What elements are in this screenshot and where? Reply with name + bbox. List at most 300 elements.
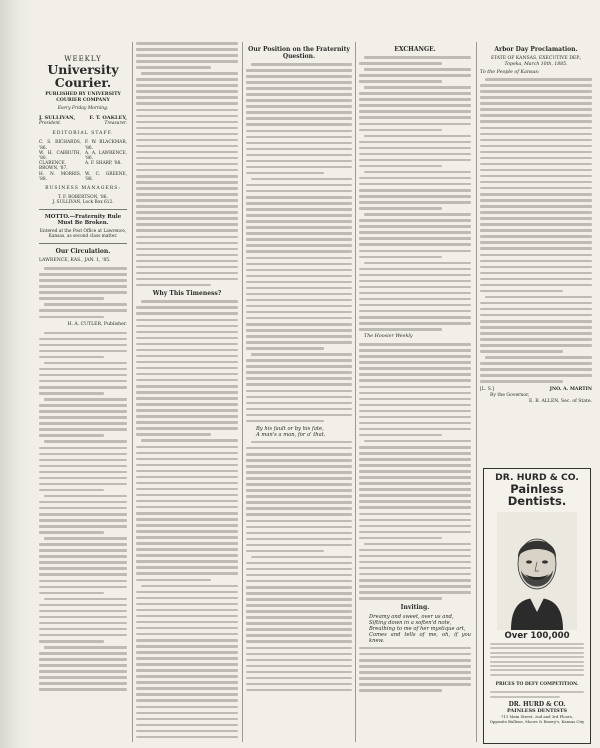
ad-firm-descriptor: PAINLESS DENTISTS	[506, 708, 568, 715]
text-line	[246, 592, 352, 595]
text-line	[136, 248, 238, 251]
text-line	[246, 269, 352, 272]
text-line	[480, 260, 592, 263]
verse-line: Dreamy and sweet, over us and,	[369, 613, 454, 620]
text-line	[136, 115, 238, 118]
text-line	[136, 205, 238, 208]
text-line	[136, 536, 238, 539]
text-line	[136, 319, 238, 322]
text-block	[359, 56, 471, 331]
text-line	[136, 90, 238, 93]
text-line	[136, 133, 238, 136]
text-line	[39, 507, 127, 510]
text-line	[39, 392, 104, 395]
text-line	[359, 195, 471, 198]
staff-member: W. H. CARRUTH, '80.	[39, 150, 81, 161]
text-line	[359, 561, 471, 564]
text-line	[246, 244, 352, 247]
text-line	[490, 669, 584, 671]
text-line	[359, 159, 471, 162]
text-line	[246, 501, 352, 504]
text-line	[136, 48, 238, 51]
text-line	[44, 362, 127, 365]
text-line	[480, 223, 592, 226]
text-line	[136, 427, 238, 430]
text-line	[364, 135, 471, 138]
text-line	[136, 84, 238, 87]
text-line	[39, 477, 127, 480]
ad-body-text	[484, 641, 590, 680]
text-line	[359, 665, 471, 668]
text-line	[251, 556, 352, 559]
text-line	[246, 689, 352, 692]
text-line	[39, 285, 127, 288]
text-line	[359, 567, 471, 570]
text-line	[359, 398, 471, 401]
masthead-subtitle: Every Friday Morning.	[57, 106, 109, 112]
text-line	[359, 349, 471, 352]
ad-address-2: Opposite Bullene, Moore & Emery's, Kansas City	[489, 718, 585, 724]
text-line	[246, 604, 352, 607]
text-line	[136, 572, 238, 575]
ad-count: Over 100,000	[504, 631, 570, 641]
masthead-motto: MOTTO.—Fraternity Rule Must Be Broken.	[44, 214, 122, 227]
text-line	[136, 272, 238, 275]
text-line	[136, 603, 238, 606]
text-line	[39, 555, 127, 558]
text-line	[480, 217, 592, 220]
text-line	[364, 86, 471, 89]
text-line	[136, 397, 238, 400]
text-line	[480, 374, 592, 377]
text-line	[246, 323, 352, 326]
secretary-signature: E. B. ALLEN, Sec. of State.	[528, 398, 592, 404]
text-line	[490, 652, 584, 654]
text-line	[136, 482, 238, 485]
text-line	[136, 554, 238, 557]
text-line	[246, 160, 352, 163]
text-line	[246, 677, 352, 680]
text-line	[39, 543, 127, 546]
text-line	[480, 181, 592, 184]
text-line	[136, 278, 238, 281]
page-margin-shadow	[0, 0, 34, 748]
text-line	[246, 520, 352, 523]
text-line	[359, 458, 471, 461]
text-line	[251, 63, 352, 66]
text-line	[136, 452, 238, 455]
text-line	[136, 284, 211, 287]
text-line	[246, 123, 352, 126]
text-line	[136, 615, 238, 618]
text-line	[480, 380, 563, 383]
text-line	[359, 482, 471, 485]
text-line	[359, 104, 471, 107]
text-line	[136, 699, 238, 702]
text-line	[136, 54, 238, 57]
text-line	[136, 609, 238, 612]
ad-body-text	[484, 689, 590, 702]
text-line	[246, 568, 352, 571]
text-line	[359, 237, 471, 240]
text-line	[39, 586, 127, 589]
salutation: To the People of Kansas:	[480, 70, 540, 76]
text-line	[246, 69, 352, 72]
verse-quote	[246, 426, 352, 438]
business-heading: BUSINESS MANAGERS:	[45, 185, 121, 191]
text-line	[136, 229, 238, 232]
text-line	[136, 337, 238, 340]
text-line	[359, 225, 471, 228]
text-line	[364, 56, 471, 59]
text-line	[359, 147, 471, 150]
text-line	[246, 562, 352, 565]
text-line	[136, 211, 238, 214]
text-line	[246, 111, 352, 114]
text-line	[136, 187, 238, 190]
text-line	[359, 219, 471, 222]
text-line	[359, 153, 471, 156]
text-line	[246, 99, 352, 102]
text-line	[480, 308, 592, 311]
text-line	[364, 68, 471, 71]
text-line	[246, 75, 352, 78]
text-line	[44, 303, 127, 306]
text-line	[246, 377, 352, 380]
text-line	[136, 591, 238, 594]
text-line	[136, 736, 238, 739]
ad-firm-name: DR. HURD & CO.	[508, 700, 566, 708]
text-line	[136, 433, 211, 436]
text-line	[246, 257, 352, 260]
business-manager: J. SULLIVAN, Lock Box 612.	[52, 200, 114, 205]
text-line	[39, 380, 127, 383]
text-line	[136, 391, 238, 394]
text-line	[480, 108, 592, 111]
text-line	[480, 284, 592, 287]
text-line	[246, 166, 352, 169]
text-line	[136, 669, 238, 672]
staff-member: H. N. MORRIS, '88.	[39, 171, 81, 182]
text-line	[136, 639, 238, 642]
text-line	[246, 610, 352, 613]
text-line	[246, 574, 352, 577]
text-line	[251, 178, 352, 181]
text-line	[39, 447, 127, 450]
text-line	[136, 199, 238, 202]
text-line	[246, 420, 324, 423]
text-line	[246, 105, 352, 108]
verse-line: Sifting down in a soften'd note,	[369, 619, 452, 626]
text-line	[359, 286, 471, 289]
text-line	[39, 404, 127, 407]
text-line	[246, 196, 352, 199]
text-line	[246, 329, 352, 332]
text-line	[246, 293, 352, 296]
text-line	[39, 580, 127, 583]
text-line	[480, 163, 592, 166]
text-line	[246, 311, 352, 314]
text-line	[136, 633, 238, 636]
column-masthead	[39, 52, 127, 742]
text-line	[136, 712, 238, 715]
text-line	[136, 518, 238, 521]
text-line	[246, 359, 352, 362]
text-line	[480, 114, 592, 117]
text-line	[44, 537, 127, 540]
text-line	[39, 676, 127, 679]
text-line	[480, 350, 563, 353]
text-line	[136, 542, 238, 545]
quoted-paper-name: The Hoosier Weekly	[364, 334, 413, 340]
column-rule	[355, 42, 356, 742]
text-line	[136, 145, 238, 148]
text-line	[44, 646, 127, 649]
text-line	[364, 262, 471, 265]
text-line	[136, 421, 238, 424]
circulation-dateline: LAWRENCE, KAS., JAN. 1, '85.	[39, 258, 111, 264]
text-block	[136, 42, 238, 286]
text-line	[246, 154, 352, 157]
text-line	[480, 139, 592, 142]
text-line	[246, 402, 352, 405]
ad-address-1: 711 Main Street, 2nd and 3rd Floors,	[501, 713, 573, 719]
text-line	[136, 621, 238, 624]
text-line	[136, 60, 238, 63]
text-line	[39, 652, 127, 655]
text-line	[39, 338, 127, 341]
text-line	[39, 344, 127, 347]
column-rule	[132, 42, 133, 742]
text-line	[136, 724, 238, 727]
text-line	[359, 647, 471, 650]
text-line	[136, 645, 238, 648]
column-3	[246, 42, 352, 742]
text-line	[246, 190, 352, 193]
text-line	[359, 573, 471, 576]
column-rule	[242, 42, 243, 742]
text-line	[44, 398, 127, 401]
text-line	[136, 464, 238, 467]
text-block	[39, 267, 127, 318]
text-line	[39, 670, 127, 673]
text-line	[490, 674, 584, 676]
text-line	[136, 139, 238, 142]
text-line	[480, 96, 592, 99]
text-line	[39, 682, 127, 685]
column-4	[359, 42, 471, 742]
text-line	[359, 322, 471, 325]
text-line	[359, 494, 471, 497]
text-line	[136, 548, 238, 551]
text-line	[359, 464, 471, 467]
text-line	[39, 483, 127, 486]
text-line	[246, 640, 352, 643]
text-line	[39, 297, 104, 300]
text-line	[246, 184, 352, 187]
text-line	[359, 177, 471, 180]
text-line	[246, 208, 352, 211]
text-line	[480, 241, 592, 244]
text-line	[136, 349, 238, 352]
staff-member: A. F. SHARP, '88.	[85, 161, 122, 167]
text-line	[39, 453, 127, 456]
text-line	[359, 379, 471, 382]
text-line	[39, 291, 127, 294]
text-line	[136, 242, 238, 245]
text-line	[359, 488, 471, 491]
text-line	[39, 316, 104, 319]
text-line	[136, 254, 238, 257]
text-line	[246, 238, 352, 241]
text-line	[39, 610, 127, 613]
text-block	[136, 300, 238, 738]
text-line	[480, 229, 592, 232]
text-line	[136, 78, 238, 81]
text-line	[485, 296, 592, 299]
text-line	[246, 465, 352, 468]
text-line	[246, 287, 352, 290]
text-line	[359, 531, 471, 534]
text-line	[136, 597, 238, 600]
text-line	[251, 441, 352, 444]
text-line	[246, 226, 352, 229]
text-line	[480, 102, 592, 105]
text-line	[246, 232, 352, 235]
text-line	[490, 643, 584, 645]
text-line	[359, 470, 471, 473]
text-line	[359, 367, 471, 370]
text-line	[359, 201, 471, 204]
text-line	[246, 647, 352, 650]
text-line	[490, 656, 584, 658]
ad-prices: PRICES TO DEFY COMPETITION.	[495, 682, 579, 688]
text-line	[39, 688, 127, 691]
text-line	[364, 213, 471, 216]
text-line	[136, 236, 238, 239]
text-line	[136, 217, 238, 220]
text-line	[359, 597, 442, 600]
text-line	[251, 353, 352, 356]
text-line	[246, 305, 352, 308]
verse-line: By his fault or by his fate,	[256, 425, 324, 432]
staff-member: C. S. RICHARDS, '86.	[39, 140, 81, 151]
text-line	[480, 205, 592, 208]
text-line	[359, 689, 442, 692]
text-line	[246, 371, 352, 374]
staff-member: CLARENCE BROWN, '87.	[39, 161, 68, 172]
text-line	[136, 403, 238, 406]
text-line	[246, 341, 352, 344]
staff-member: F. W. BLACKMAR, '86.	[85, 140, 127, 151]
text-line	[39, 549, 127, 552]
text-line	[246, 616, 352, 619]
divider	[39, 209, 127, 210]
text-line	[246, 586, 352, 589]
text-line	[141, 585, 238, 588]
text-line	[359, 304, 471, 307]
seal: [L. S.]	[480, 386, 494, 392]
president-role: President.	[39, 121, 62, 127]
text-line	[480, 211, 592, 214]
text-line	[359, 361, 471, 364]
text-line	[480, 314, 592, 317]
text-line	[136, 169, 238, 172]
text-line	[39, 501, 127, 504]
text-line	[39, 561, 127, 564]
text-line	[246, 117, 352, 120]
text-line	[359, 92, 471, 95]
governor-signature: JNO. A. MARTIN	[549, 386, 592, 392]
text-line	[136, 446, 238, 449]
text-line	[359, 189, 471, 192]
text-line	[136, 151, 238, 154]
text-line	[246, 532, 352, 535]
text-line	[39, 422, 127, 425]
text-line	[246, 136, 352, 139]
text-line	[246, 281, 352, 284]
text-line	[136, 385, 238, 388]
text-line	[39, 658, 127, 661]
text-line	[359, 316, 471, 319]
text-line	[480, 133, 592, 136]
text-line	[136, 181, 238, 184]
text-line	[480, 332, 592, 335]
text-line	[39, 356, 104, 359]
text-line	[39, 664, 127, 667]
portrait-engraving	[497, 512, 577, 630]
text-line	[136, 306, 238, 309]
text-line	[359, 328, 442, 331]
by-governor: By the Governor,	[490, 392, 530, 398]
text-line	[480, 338, 592, 341]
text-line	[480, 266, 592, 269]
text-line	[136, 163, 238, 166]
section-heading: Inviting.	[400, 603, 430, 611]
text-line	[246, 317, 352, 320]
text-line	[39, 471, 127, 474]
text-line	[359, 292, 471, 295]
text-line	[480, 90, 592, 93]
text-line	[136, 530, 238, 533]
text-line	[359, 183, 471, 186]
text-line	[359, 280, 471, 283]
text-line	[136, 355, 238, 358]
text-line	[39, 410, 127, 413]
text-line	[480, 193, 592, 196]
text-line	[136, 260, 238, 263]
text-line	[136, 361, 238, 364]
text-line	[359, 250, 471, 253]
text-line	[246, 459, 352, 462]
text-line	[246, 544, 352, 547]
text-line	[136, 343, 238, 346]
text-line	[39, 628, 127, 631]
text-line	[39, 513, 127, 516]
text-line	[246, 390, 352, 393]
text-line	[246, 683, 352, 686]
verse-line: Comes and tells of me, oh, if you knew.	[369, 631, 471, 644]
text-line	[246, 495, 352, 498]
text-line	[359, 591, 471, 594]
text-line	[136, 157, 238, 160]
text-line	[136, 193, 238, 196]
masthead-publisher: PUBLISHED BY UNIVERSITY COURIER COMPANY	[45, 92, 121, 104]
text-line	[246, 365, 352, 368]
text-line	[136, 42, 238, 45]
text-line	[359, 476, 471, 479]
text-line	[39, 531, 104, 534]
